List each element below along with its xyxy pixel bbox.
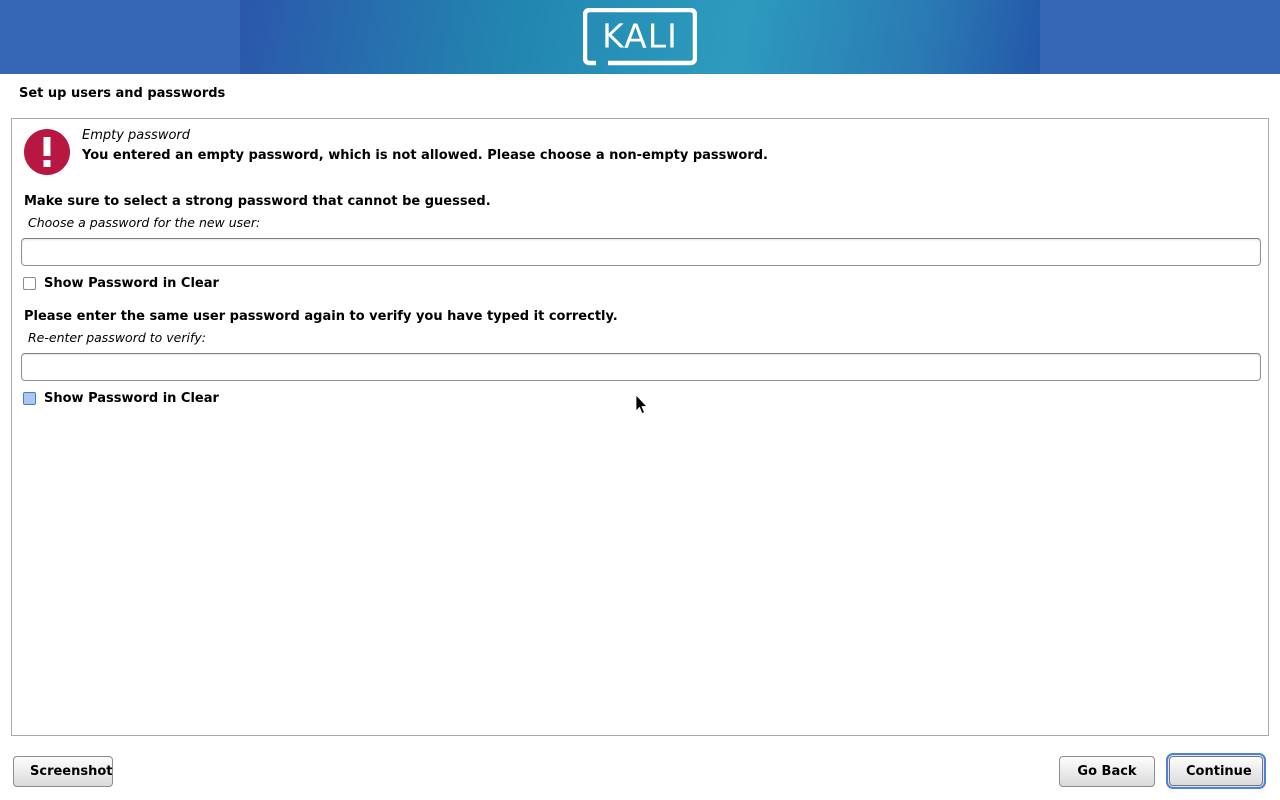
password-input[interactable] [21,238,1261,266]
verify-field-label: Re-enter password to verify: [28,330,206,345]
show-password-label-2[interactable]: Show Password in Clear [44,391,219,406]
password-instruction: Make sure to select a strong password that cannot be guessed. [24,194,491,209]
show-password-checkbox-2[interactable] [23,392,36,405]
go-back-button[interactable]: Go Back [1059,756,1155,787]
continue-button[interactable]: Continue [1169,756,1263,786]
kali-banner [0,0,1280,74]
mouse-cursor-icon [635,395,649,416]
error-icon [24,129,70,175]
verify-instruction: Please enter the same user password again to verify you have typed it correctly. [24,309,618,324]
error-title: Empty password [82,128,190,143]
screenshot-button[interactable]: Screenshot [13,756,113,787]
show-password-checkbox-1[interactable] [23,277,36,290]
show-password-row-2[interactable] [23,391,219,406]
password-field-label: Choose a password for the new user: [28,215,261,230]
verify-password-input[interactable] [21,353,1261,381]
kali-logo-text: KALI [602,16,678,56]
kali-logo-icon [583,8,697,66]
show-password-row-1[interactable] [23,276,219,291]
main-panel [11,118,1269,736]
error-message: You entered an empty password, which is not allowed. Please choose a non-empty password. [82,148,768,163]
continue-button-focus-ring [1166,753,1266,789]
page-title: Set up users and passwords [19,86,226,101]
show-password-label-1[interactable]: Show Password in Clear [44,276,219,291]
